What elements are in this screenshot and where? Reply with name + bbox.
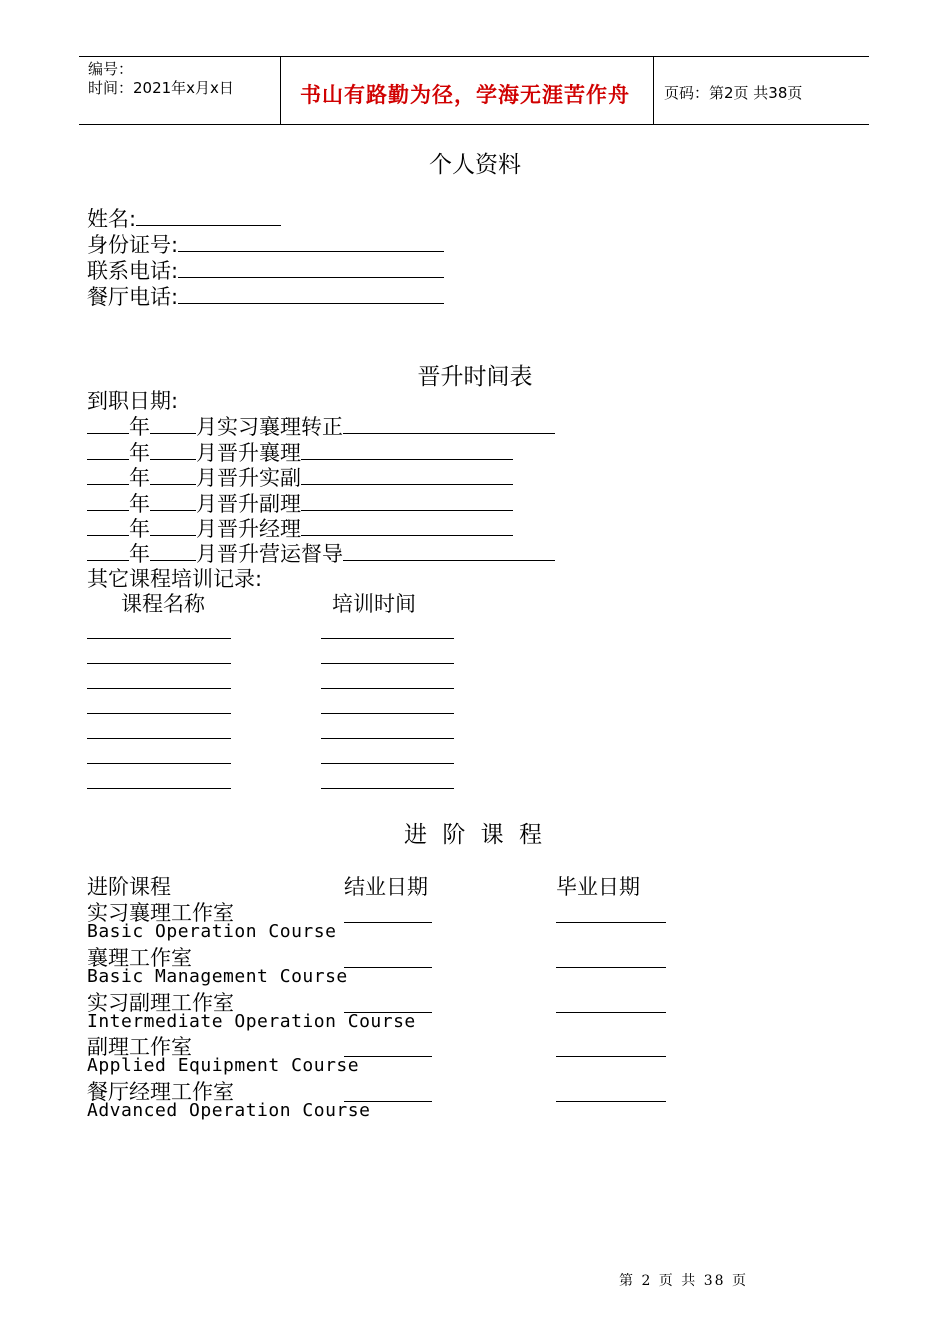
restaurant-phone-blank [178,283,444,304]
name-label: 姓名: [87,207,137,231]
advanced-course-cn: 副理工作室 [87,1035,192,1059]
graduation-date-header: 毕业日期 [556,875,640,899]
advanced-course-header: 进阶课程 [87,875,171,899]
graduation-date-blank [556,1056,666,1057]
promotion-row: 年 月晋升副理 [87,490,513,517]
training-time-blank [321,638,454,639]
promotion-row: 年 月晋升营运督导 [87,540,555,567]
promotion-title: 晋升时间表 [417,364,533,390]
training-time-blank [321,663,454,664]
promotion-row: 年 月晋升襄理 [87,439,513,466]
phone-blank [178,257,444,278]
training-time-blank [321,713,454,714]
header-divider-left [280,56,281,125]
promotion-row: 年 月晋升实副 [87,464,513,491]
course-name-blank [87,688,231,689]
name-field [87,205,281,232]
header-top-border [79,56,869,57]
training-time-blank [321,738,454,739]
graduation-date-blank [556,922,666,923]
completion-date-blank [344,967,432,968]
phone-label: 联系电话: [87,259,179,283]
completion-date-blank [344,1101,432,1102]
training-time-blank [321,763,454,764]
phone-field [87,257,444,284]
other-training-label: 其它课程培训记录: [87,567,263,591]
header-motto: 书山有路勤为径，学海无涯苦作舟 [300,82,630,107]
completion-date-blank [344,1056,432,1057]
id-label: 身份证号: [87,233,179,257]
graduation-date-blank [556,1101,666,1102]
course-name-blank [87,663,231,664]
course-name-blank [87,763,231,764]
course-name-blank [87,788,231,789]
training-time-blank [321,688,454,689]
time-label: 时间：2021年x月x日 [88,79,234,97]
advanced-title: 进 阶 课 程 [404,822,546,848]
advanced-course-en: Intermediate Operation Course [87,1011,416,1032]
course-name-header: 课程名称 [121,592,205,616]
course-name-blank [87,713,231,714]
name-blank [136,205,281,226]
advanced-course-cn: 实习襄理工作室 [87,901,234,925]
course-name-blank [87,738,231,739]
graduation-date-blank [556,967,666,968]
id-field [87,231,444,258]
training-time-blank [321,788,454,789]
serial-label: 编号： [88,60,134,78]
restaurant-phone-label: 餐厅电话: [87,285,179,309]
start-date-label: 到职日期: [87,389,179,413]
footer-page-number: 第 2 页 共 38 页 [619,1273,748,1289]
promotion-row: 年 月晋升经理 [87,515,513,542]
header-divider-right [653,56,654,125]
id-blank [178,231,444,252]
header-page-info: 页码：第2页 共38页 [664,84,803,102]
personal-title: 个人资料 [429,152,521,178]
completion-date-blank [344,922,432,923]
advanced-course-en: Basic Operation Course [87,921,337,942]
advanced-course-cn: 襄理工作室 [87,946,192,970]
promotion-row: 年 月实习襄理转正 [87,413,555,440]
advanced-course-en: Basic Management Course [87,966,348,987]
advanced-course-cn: 实习副理工作室 [87,991,234,1015]
header-bottom-border [79,124,869,125]
advanced-course-cn: 餐厅经理工作室 [87,1080,234,1104]
restaurant-phone-field [87,283,444,310]
graduation-date-blank [556,1012,666,1013]
advanced-course-en: Advanced Operation Course [87,1100,371,1121]
course-name-blank [87,638,231,639]
completion-date-blank [344,1012,432,1013]
completion-date-header: 结业日期 [344,875,428,899]
training-time-header: 培训时间 [332,592,416,616]
advanced-course-en: Applied Equipment Course [87,1055,360,1076]
